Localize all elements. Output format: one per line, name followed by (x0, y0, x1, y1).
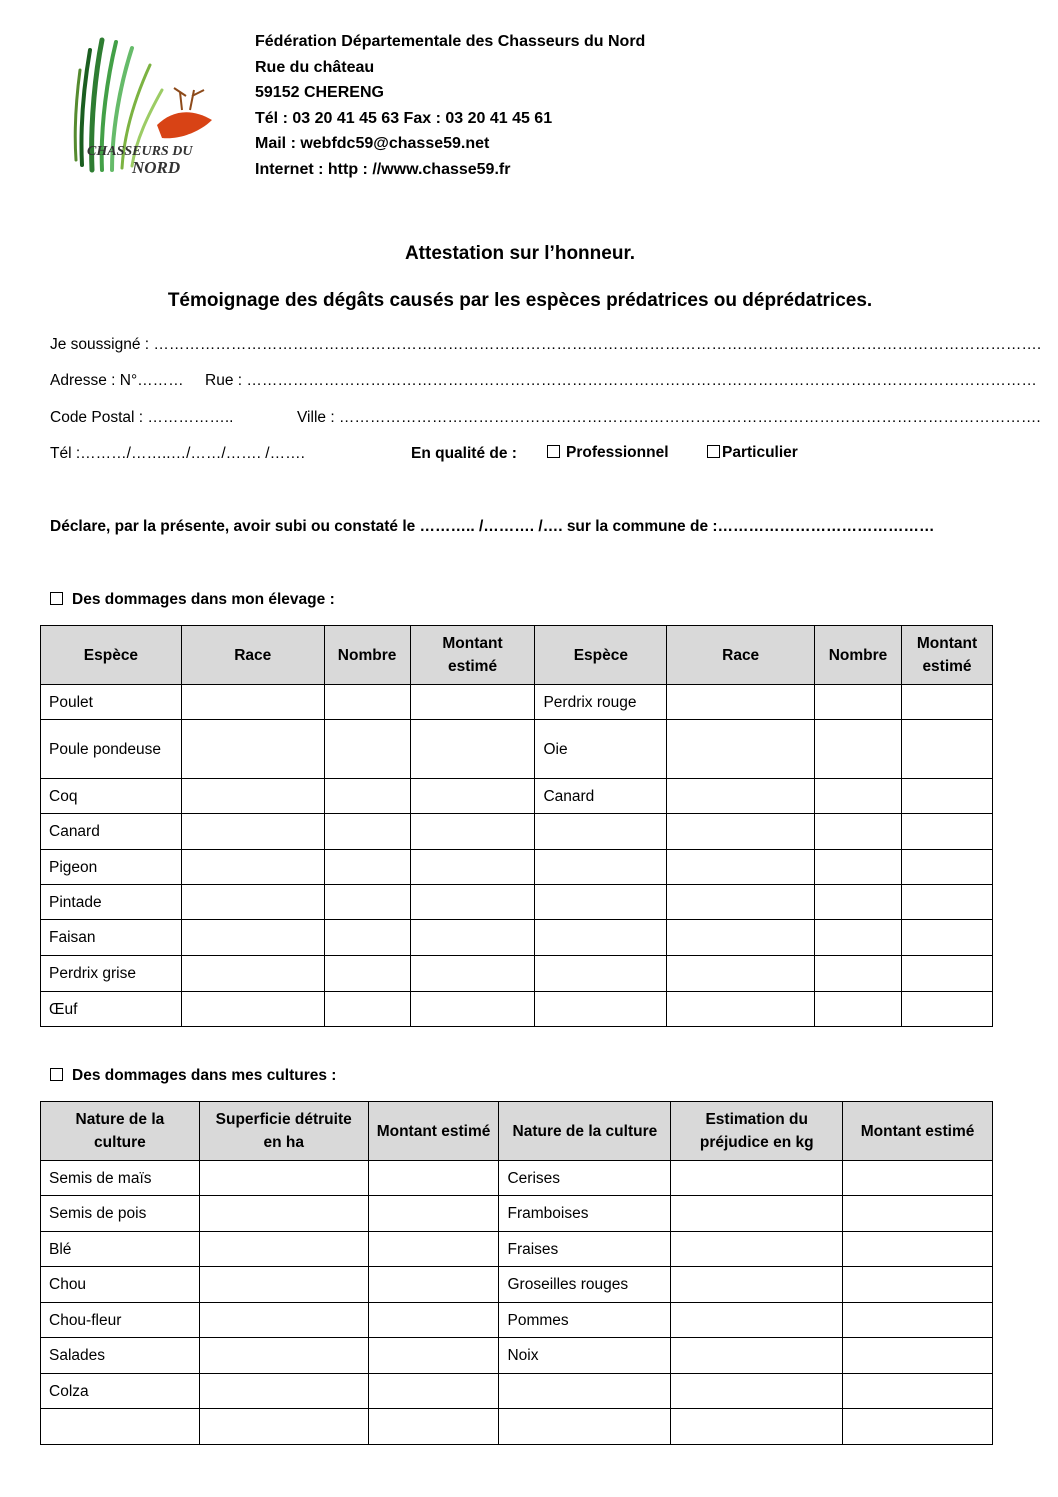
culture-cell: Chou (41, 1267, 200, 1303)
species-cell[interactable] (535, 920, 667, 956)
race-input[interactable] (667, 685, 815, 720)
superficie-input[interactable] (199, 1303, 368, 1338)
estimation-input[interactable] (671, 1409, 843, 1445)
race-input[interactable] (667, 956, 815, 992)
nombre-input[interactable] (324, 685, 410, 720)
logo-text-2: NORD (132, 158, 181, 177)
table-row (41, 956, 993, 992)
superficie-input[interactable] (199, 1196, 368, 1232)
species-cell: Poule pondeuse (41, 720, 182, 779)
table-row (41, 1196, 993, 1232)
nombre-input[interactable] (324, 956, 410, 992)
table-row (41, 1338, 993, 1374)
culture-cell: Cerises (499, 1161, 671, 1196)
nombre-input[interactable] (324, 850, 410, 885)
nombre-input[interactable] (324, 992, 410, 1027)
culture-cell: Semis de maïs (41, 1161, 200, 1196)
culture-cell: Groseilles rouges (499, 1267, 671, 1303)
table-row (41, 1161, 993, 1196)
montant-input[interactable] (368, 1267, 499, 1303)
particulier-option[interactable] (707, 444, 798, 462)
race-input[interactable] (181, 956, 324, 992)
culture-cell: Chou-fleur (41, 1303, 200, 1338)
montant-input[interactable] (843, 1161, 993, 1196)
montant-input[interactable] (843, 1374, 993, 1409)
header-cell: Montant estimé (410, 626, 535, 685)
estimation-input[interactable] (671, 1374, 843, 1409)
tel-field[interactable]: Tél :………/……..…/……/……. /……. (50, 445, 305, 462)
table-row (41, 992, 993, 1027)
species-cell: Canard (535, 779, 667, 814)
superficie-input[interactable] (199, 1161, 368, 1196)
qualite-label: En qualité de : (411, 445, 517, 462)
culture-cell[interactable] (499, 1374, 671, 1409)
elevage-label: Des dommages dans mon élevage : (72, 591, 335, 608)
nombre-input[interactable] (815, 685, 902, 720)
montant-input[interactable] (843, 1338, 993, 1374)
document-subtitle: Témoignage des dégâts causés par les espèces prédatrices ou déprédatrices. (167, 290, 873, 311)
nombre-input[interactable] (324, 814, 410, 850)
montant-input[interactable] (368, 1409, 499, 1445)
montant-input[interactable] (368, 1338, 499, 1374)
professionnel-checkbox[interactable] (547, 445, 560, 458)
header-cell: Superficie détruite en ha (199, 1102, 368, 1161)
table-row (41, 850, 993, 885)
nombre-input[interactable] (815, 850, 902, 885)
adresse-field[interactable]: Adresse : N°……… (50, 372, 184, 389)
org-line: Fédération Départementale des Chasseurs du Nord (255, 33, 646, 50)
montant-input[interactable] (410, 920, 535, 956)
nombre-input[interactable] (815, 956, 902, 992)
montant-input[interactable] (902, 814, 993, 850)
montant-input[interactable] (410, 850, 535, 885)
montant-input[interactable] (368, 1161, 499, 1196)
estimation-input[interactable] (671, 1303, 843, 1338)
org-line: Mail : webfdc59@chasse59.net (255, 135, 490, 152)
header-cell: Estimation du préjudice en kg (671, 1102, 843, 1161)
culture-cell: Semis de pois (41, 1196, 200, 1232)
declare-statement[interactable]: Déclare, par la présente, avoir subi ou constaté le ……….. /………. /…. sur la commune de :…………………………………… (50, 518, 935, 535)
cultures-table (40, 1101, 993, 1445)
montant-input[interactable] (843, 1409, 993, 1445)
culture-cell: Framboises (499, 1196, 671, 1232)
species-cell: Perdrix rouge (535, 685, 667, 720)
race-input[interactable] (181, 850, 324, 885)
elevage-table (40, 625, 993, 1027)
race-input[interactable] (181, 814, 324, 850)
nombre-input[interactable] (815, 720, 902, 779)
culture-cell: Colza (41, 1374, 200, 1409)
culture-cell: Fraises (499, 1232, 671, 1267)
culture-cell[interactable] (41, 1409, 200, 1445)
professionnel-option[interactable] (547, 444, 669, 462)
race-input[interactable] (667, 850, 815, 885)
header-cell: Nature de la culture (41, 1102, 200, 1161)
table-row (41, 1409, 993, 1445)
table-row (41, 1374, 993, 1409)
culture-cell: Blé (41, 1232, 200, 1267)
montant-input[interactable] (410, 720, 535, 779)
header-cell: Montant estimé (368, 1102, 499, 1161)
nombre-input[interactable] (815, 920, 902, 956)
organisation-address (255, 29, 645, 182)
header-cell: Race (181, 626, 324, 685)
race-input[interactable] (181, 685, 324, 720)
superficie-input[interactable] (199, 1338, 368, 1374)
montant-input[interactable] (843, 1267, 993, 1303)
montant-input[interactable] (902, 992, 993, 1027)
org-line: Rue du château (255, 58, 375, 76)
species-cell[interactable] (535, 850, 667, 885)
montant-input[interactable] (843, 1196, 993, 1232)
race-input[interactable] (667, 814, 815, 850)
nombre-input[interactable] (324, 920, 410, 956)
logo-text-1: CHASSEURS DU (87, 144, 193, 159)
race-input[interactable] (181, 779, 324, 814)
nombre-input[interactable] (324, 720, 410, 779)
table-row (41, 1303, 993, 1338)
header-cell: Montant estimé (843, 1102, 993, 1161)
header-cell: Espèce (535, 626, 667, 685)
estimation-input[interactable] (671, 1161, 843, 1196)
race-input[interactable] (667, 920, 815, 956)
montant-input[interactable] (410, 814, 535, 850)
superficie-input[interactable] (199, 1374, 368, 1409)
montant-input[interactable] (368, 1303, 499, 1338)
species-cell[interactable] (535, 956, 667, 992)
estimation-input[interactable] (671, 1232, 843, 1267)
table-row (41, 779, 993, 814)
montant-input[interactable] (410, 956, 535, 992)
culture-cell: Pommes (499, 1303, 671, 1338)
elevage-section-label[interactable] (50, 591, 335, 609)
professionnel-label: Professionnel (566, 444, 669, 461)
montant-input[interactable] (902, 779, 993, 814)
montant-input[interactable] (410, 685, 535, 720)
species-cell: Pintade (41, 885, 182, 920)
species-cell: Oie (535, 720, 667, 779)
montant-input[interactable] (843, 1303, 993, 1338)
org-line: Internet : http : //www.chasse59.fr (255, 160, 511, 178)
table-row (41, 720, 993, 779)
culture-cell: Noix (499, 1338, 671, 1374)
superficie-input[interactable] (199, 1409, 368, 1445)
race-input[interactable] (667, 885, 815, 920)
species-cell: Poulet (41, 685, 182, 720)
montant-input[interactable] (902, 920, 993, 956)
soussigne-field[interactable]: Je soussigné : ………………………………………………………………………………………………………………………………………………………. (50, 336, 1042, 353)
nombre-input[interactable] (324, 779, 410, 814)
montant-input[interactable] (368, 1232, 499, 1267)
table-row (41, 685, 993, 720)
montant-input[interactable] (368, 1196, 499, 1232)
document-title: Attestation sur l’honneur. (404, 243, 636, 264)
race-input[interactable] (181, 920, 324, 956)
header-cell: Nombre (815, 626, 902, 685)
montant-input[interactable] (410, 885, 535, 920)
org-line: Tél : 03 20 41 45 63 Fax : 03 20 41 45 61 (255, 109, 553, 127)
table-header-row (41, 1102, 993, 1161)
species-cell[interactable] (535, 814, 667, 850)
table-row (41, 1232, 993, 1267)
montant-input[interactable] (410, 992, 535, 1027)
montant-input[interactable] (843, 1232, 993, 1267)
table-row (41, 814, 993, 850)
race-input[interactable] (181, 992, 324, 1027)
header-cell: Espèce (41, 626, 182, 685)
race-input[interactable] (181, 885, 324, 920)
race-input[interactable] (667, 779, 815, 814)
nombre-input[interactable] (324, 885, 410, 920)
cultures-section-label[interactable] (50, 1067, 336, 1085)
species-cell[interactable] (535, 992, 667, 1027)
cultures-label: Des dommages dans mes cultures : (72, 1067, 337, 1084)
superficie-input[interactable] (199, 1267, 368, 1303)
culture-cell[interactable] (499, 1409, 671, 1445)
org-line: 59152 CHERENG (255, 84, 384, 101)
estimation-input[interactable] (671, 1338, 843, 1374)
particulier-checkbox[interactable] (707, 445, 720, 458)
species-cell: Canard (41, 814, 182, 850)
header-cell: Race (667, 626, 815, 685)
elevage-checkbox[interactable] (50, 592, 63, 605)
montant-input[interactable] (902, 885, 993, 920)
cultures-checkbox[interactable] (50, 1068, 63, 1081)
race-input[interactable] (667, 992, 815, 1027)
montant-input[interactable] (902, 720, 993, 779)
table-row (41, 920, 993, 956)
race-input[interactable] (181, 720, 324, 779)
header-cell: Nature de la culture (499, 1102, 671, 1161)
rue-field[interactable]: Rue : ……………………………………………………………………………………………………………………………………… (205, 372, 1037, 389)
montant-input[interactable] (902, 956, 993, 992)
nombre-input[interactable] (815, 992, 902, 1027)
table-header-row (41, 626, 993, 685)
ville-field[interactable]: Ville : ………………………………………………………………………………………………………………………. (297, 409, 1041, 426)
species-cell: Coq (41, 779, 182, 814)
table-row (41, 885, 993, 920)
header-cell: Montant estimé (902, 626, 993, 685)
nombre-input[interactable] (815, 779, 902, 814)
header-cell: Nombre (324, 626, 410, 685)
species-cell[interactable] (535, 885, 667, 920)
montant-input[interactable] (902, 850, 993, 885)
estimation-input[interactable] (671, 1196, 843, 1232)
culture-cell: Salades (41, 1338, 200, 1374)
species-cell: Faisan (41, 920, 182, 956)
federation-logo (62, 30, 232, 180)
estimation-input[interactable] (671, 1267, 843, 1303)
nombre-input[interactable] (815, 814, 902, 850)
superficie-input[interactable] (199, 1232, 368, 1267)
nombre-input[interactable] (815, 885, 902, 920)
particulier-label: Particulier (722, 444, 798, 461)
montant-input[interactable] (368, 1374, 499, 1409)
species-cell: Pigeon (41, 850, 182, 885)
species-cell: Œuf (41, 992, 182, 1027)
race-input[interactable] (667, 720, 815, 779)
species-cell: Perdrix grise (41, 956, 182, 992)
montant-input[interactable] (410, 779, 535, 814)
montant-input[interactable] (902, 685, 993, 720)
code-postal-field[interactable]: Code Postal : …………….. (50, 409, 234, 426)
table-row (41, 1267, 993, 1303)
